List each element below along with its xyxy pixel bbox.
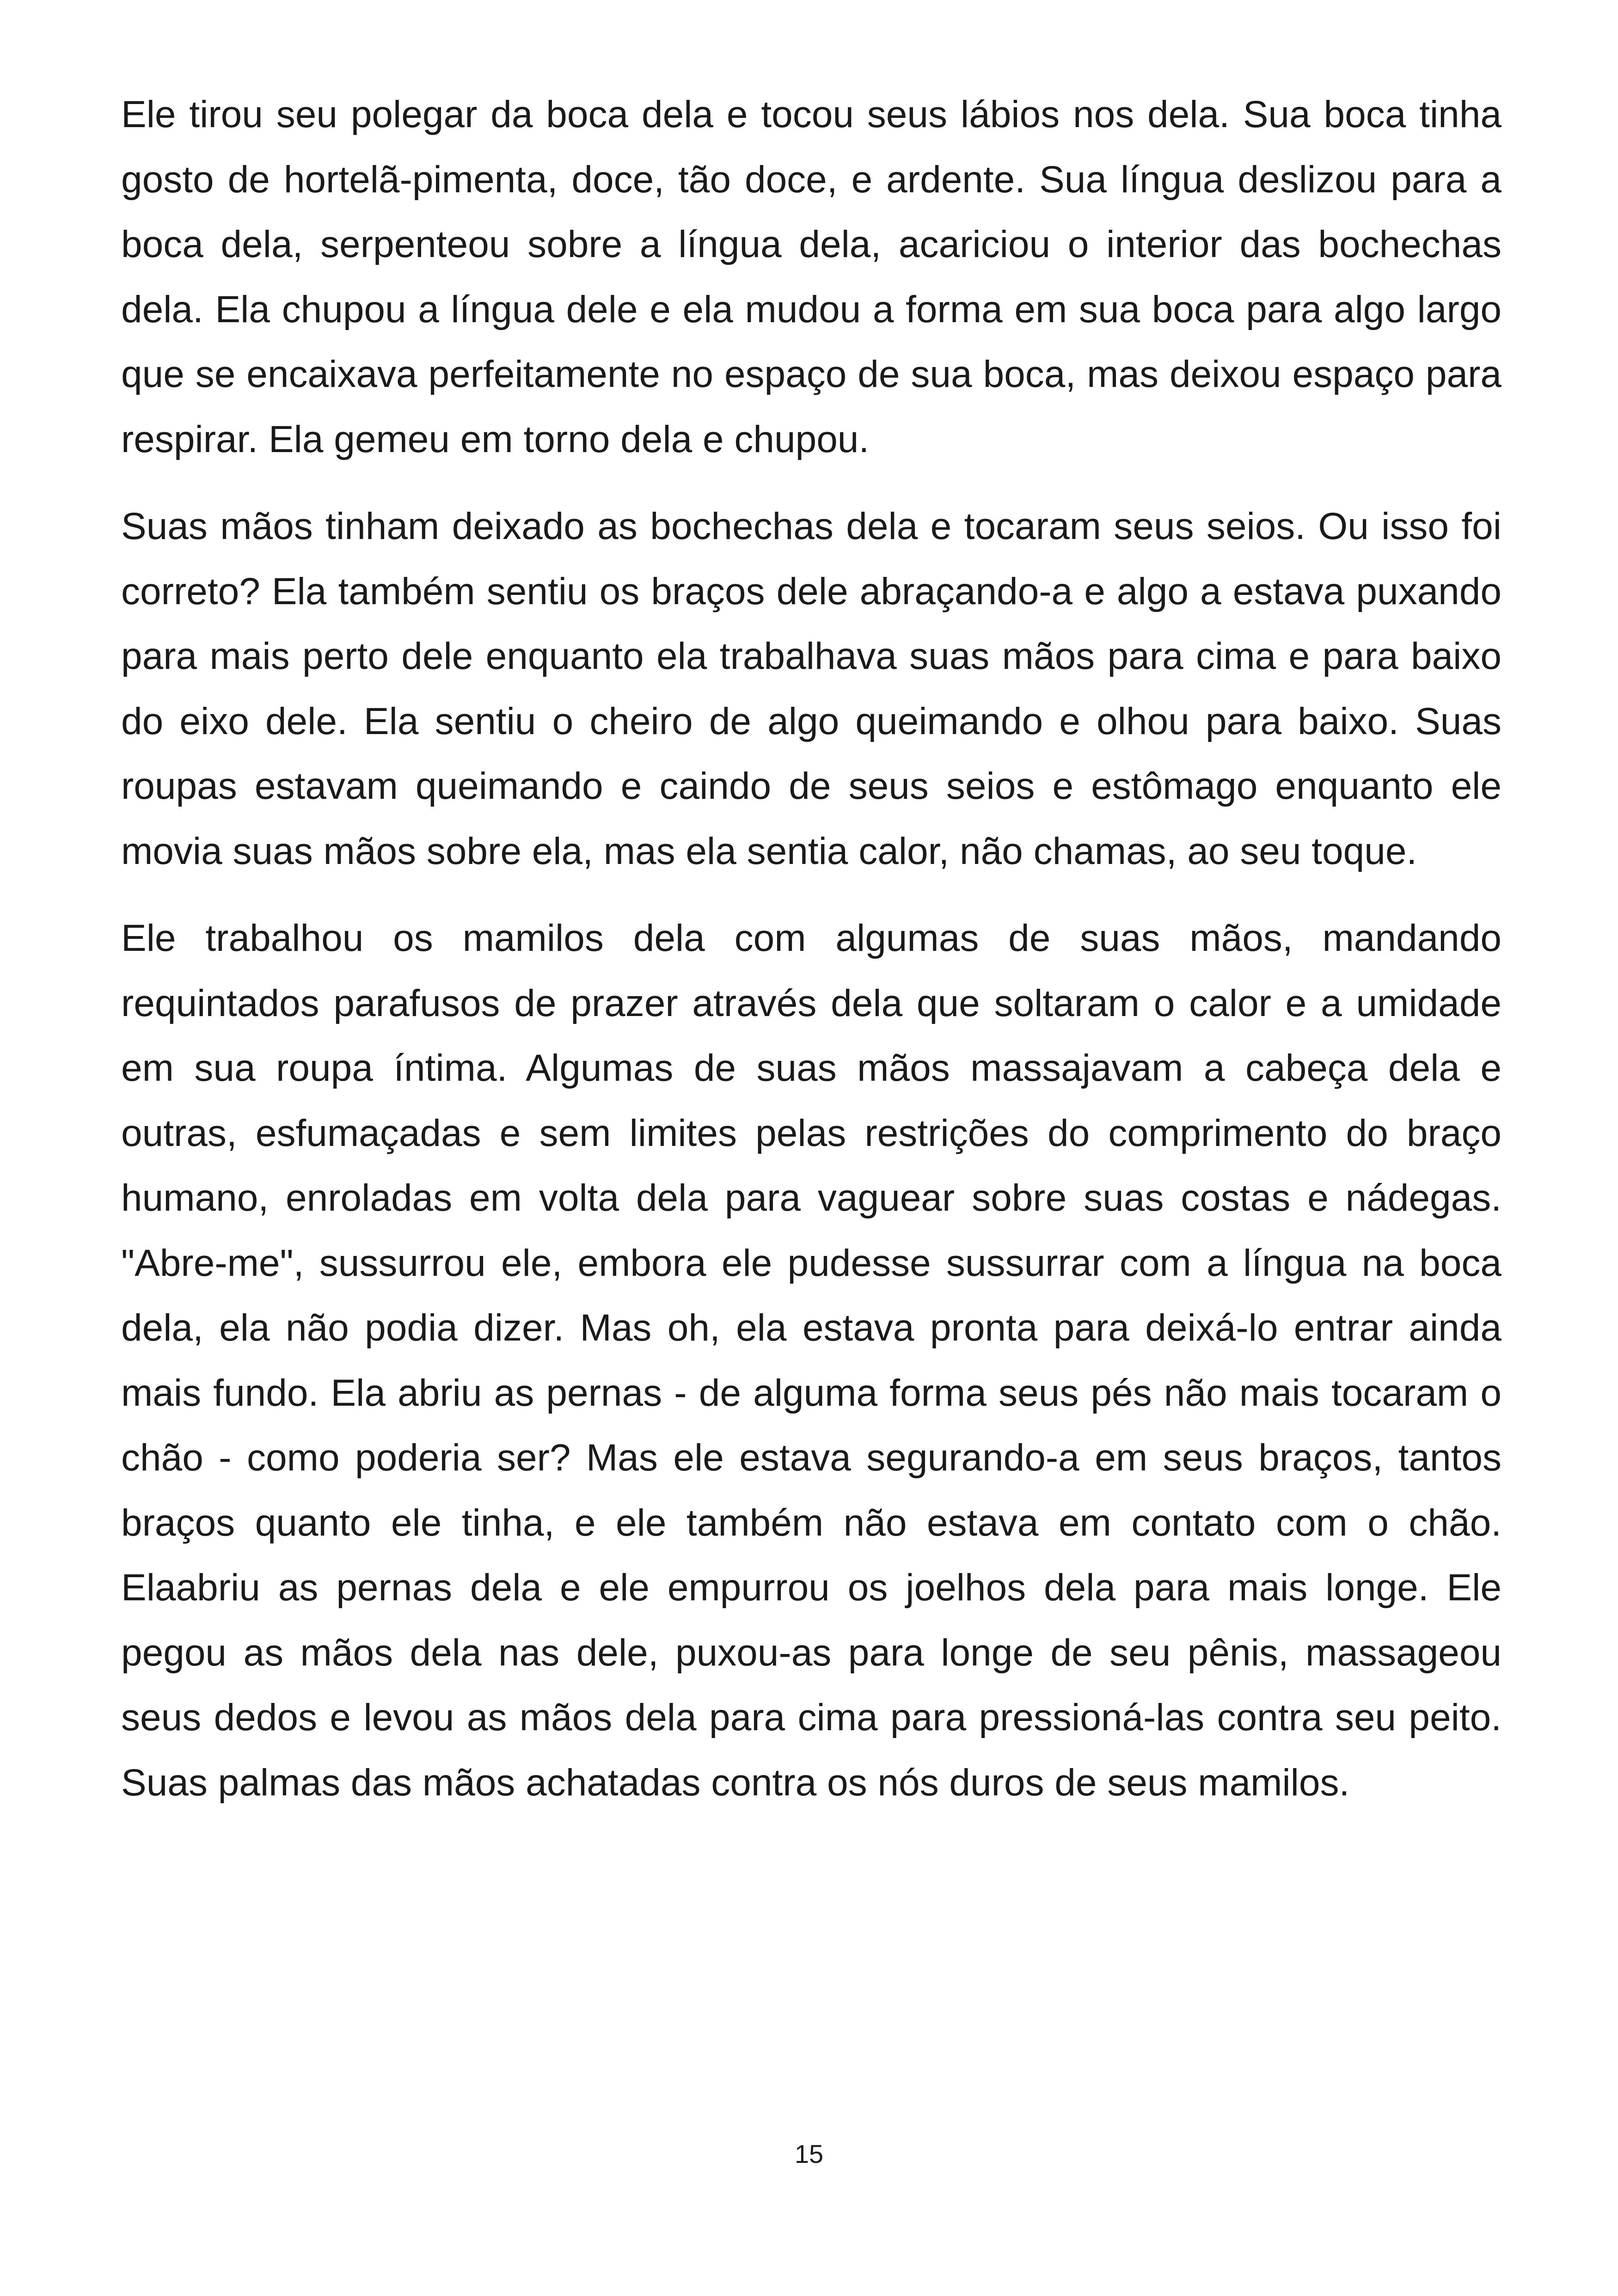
- paragraph-3: Ele trabalhou os mamilos dela com algumas de suas mãos, mandando requintados parafusos de prazer através dela que soltaram o calor e a umidade em sua roupa íntima. Algumas de suas mãos massajavam a cabeça dela e outras, esfumaçadas e sem limites pelas restrições do comprimento do braço humano, enroladas em volta dela para vaguear sobre suas costas e nádegas. "Abre-me", sussurrou ele, embora ele pudesse sussurrar com a língua na boca dela, ela não podia dizer. Mas oh, ela estava pronta para deixá-lo entrar ainda mais fundo. Ela abriu as pernas - de alguma forma seus pés não mais tocaram o chão - como poderia ser? Mas ele estava segurando-a em seus braços, tantos braços quanto ele tinha, e ele também não estava em contato com o chão. Elaabriu as pernas dela e ele empurrou os joelhos dela para mais longe. Ele pegou as mãos dela nas dele, puxou-as para longe de seu pênis, massageou seus dedos e levou as mãos dela para cima para pressioná-las contra seu peito. Suas palmas das mãos achatadas contra os nós duros de seus mamilos.: [121, 917, 1502, 1804]
- page-number: 15: [794, 2139, 824, 2168]
- body-text: [121, 82, 1502, 1837]
- paragraph-1: Ele tirou seu polegar da boca dela e tocou seus lábios nos dela. Sua boca tinha gosto de hortelã-pimenta, doce, tão doce, e ardente. Sua língua deslizou para a boca dela, serpenteou sobre a língua dela, acariciou o interior das bochechas dela. Ela chupou a língua dele e ela mudou a forma em sua boca para algo largo que se encaixava perfeitamente no espaço de sua boca, mas deixou espaço para respirar. Ela gemeu em torno dela e chupou.: [121, 93, 1502, 460]
- paragraph-2: Suas mãos tinham deixado as bochechas dela e tocaram seus seios. Ou isso foi correto? Ela também sentiu os braços dele abraçando-a e algo a estava puxando para mais perto dele enquanto ela trabalhava suas mãos para cima e para baixo do eixo dele. Ela sentiu o cheiro de algo queimando e olhou para baixo. Suas roupas estavam queimando e caindo de seus seios e estômago enquanto ele movia suas mãos sobre ela, mas ela sentia calor, não chamas, ao seu toque.: [121, 505, 1502, 872]
